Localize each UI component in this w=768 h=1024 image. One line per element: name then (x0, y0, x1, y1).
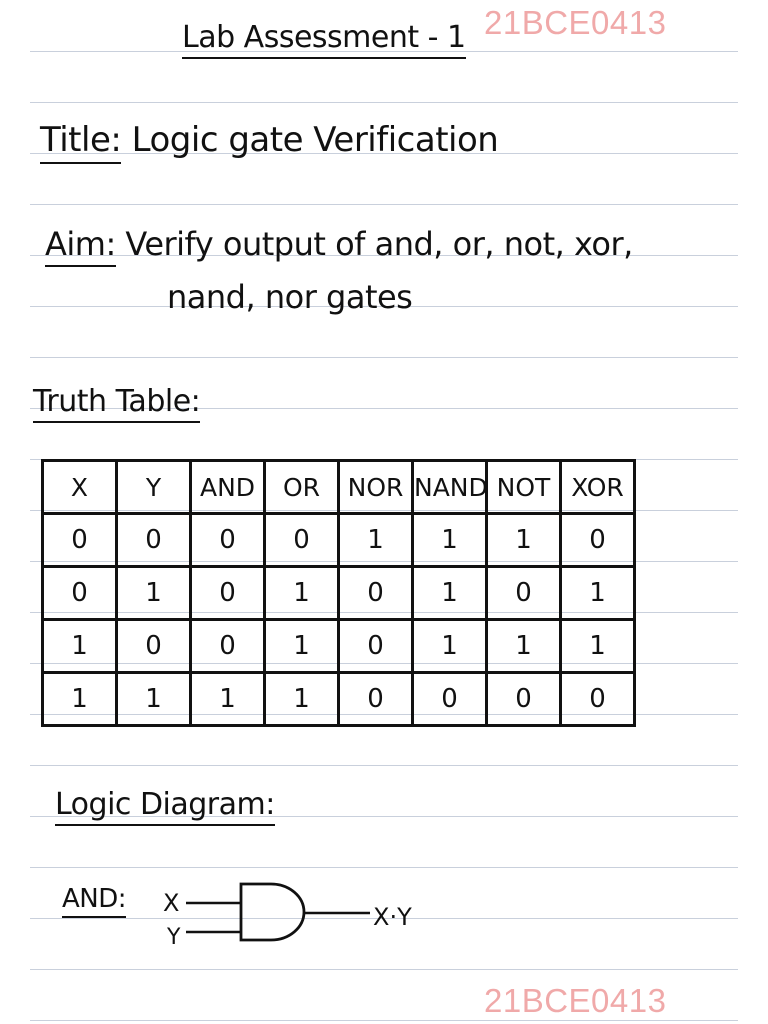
table-cell: 0 (191, 620, 265, 673)
table-cell: 1 (413, 567, 487, 620)
aim-line-1: Verify output of and, or, not, xor, (125, 225, 633, 263)
and-gate-body (241, 884, 304, 940)
table-cell: 0 (339, 620, 413, 673)
and-input-x-label: X (163, 889, 180, 917)
header-nor: NOR (339, 461, 413, 514)
table-cell: 1 (43, 673, 117, 726)
table-cell: 0 (561, 673, 635, 726)
table-cell: 0 (413, 673, 487, 726)
table-cell: 0 (265, 514, 339, 567)
watermark-top: 21BCE0413 (484, 4, 667, 41)
table-cell: 1 (487, 514, 561, 567)
table-cell: 1 (339, 514, 413, 567)
table-cell: 0 (339, 567, 413, 620)
table-cell: 1 (191, 673, 265, 726)
table-cell: 1 (265, 673, 339, 726)
title-label: Title: (40, 120, 121, 164)
table-cell: 0 (43, 514, 117, 567)
aim-line-2: nand, nor gates (167, 278, 413, 316)
table-cell: 1 (117, 673, 191, 726)
table-cell: 0 (117, 514, 191, 567)
table-cell: 1 (413, 620, 487, 673)
header-x: X (43, 461, 117, 514)
table-cell: 1 (265, 620, 339, 673)
and-gate-label: AND: (62, 884, 126, 918)
logic-diagram-label: Logic Diagram: (55, 787, 275, 826)
and-input-y-label: Y (167, 925, 181, 950)
table-cell: 0 (339, 673, 413, 726)
header-not: NOT (487, 461, 561, 514)
table-cell: 0 (487, 673, 561, 726)
table-cell: 0 (117, 620, 191, 673)
header-or: OR (265, 461, 339, 514)
table-cell: 1 (561, 620, 635, 673)
table-cell: 1 (43, 620, 117, 673)
header-and: AND (191, 461, 265, 514)
header-nand: NAND (413, 461, 487, 514)
table-cell: 1 (561, 567, 635, 620)
table-cell: 1 (487, 620, 561, 673)
table-cell: 1 (265, 567, 339, 620)
header-y: Y (117, 461, 191, 514)
table-cell: 0 (191, 567, 265, 620)
table-cell: 1 (117, 567, 191, 620)
title-text: Logic gate Verification (131, 120, 499, 160)
table-cell: 0 (561, 514, 635, 567)
table-cell: 0 (43, 567, 117, 620)
truth-table-label: Truth Table: (33, 384, 200, 423)
page-heading: Lab Assessment - 1 (182, 20, 466, 59)
and-output-label: X·Y (373, 903, 412, 931)
table-cell: 0 (487, 567, 561, 620)
table-cell: 1 (413, 514, 487, 567)
watermark-bottom: 21BCE0413 (484, 982, 667, 1019)
aim-label: Aim: (45, 225, 116, 267)
table-cell: 0 (191, 514, 265, 567)
header-xor: XOR (561, 461, 635, 514)
